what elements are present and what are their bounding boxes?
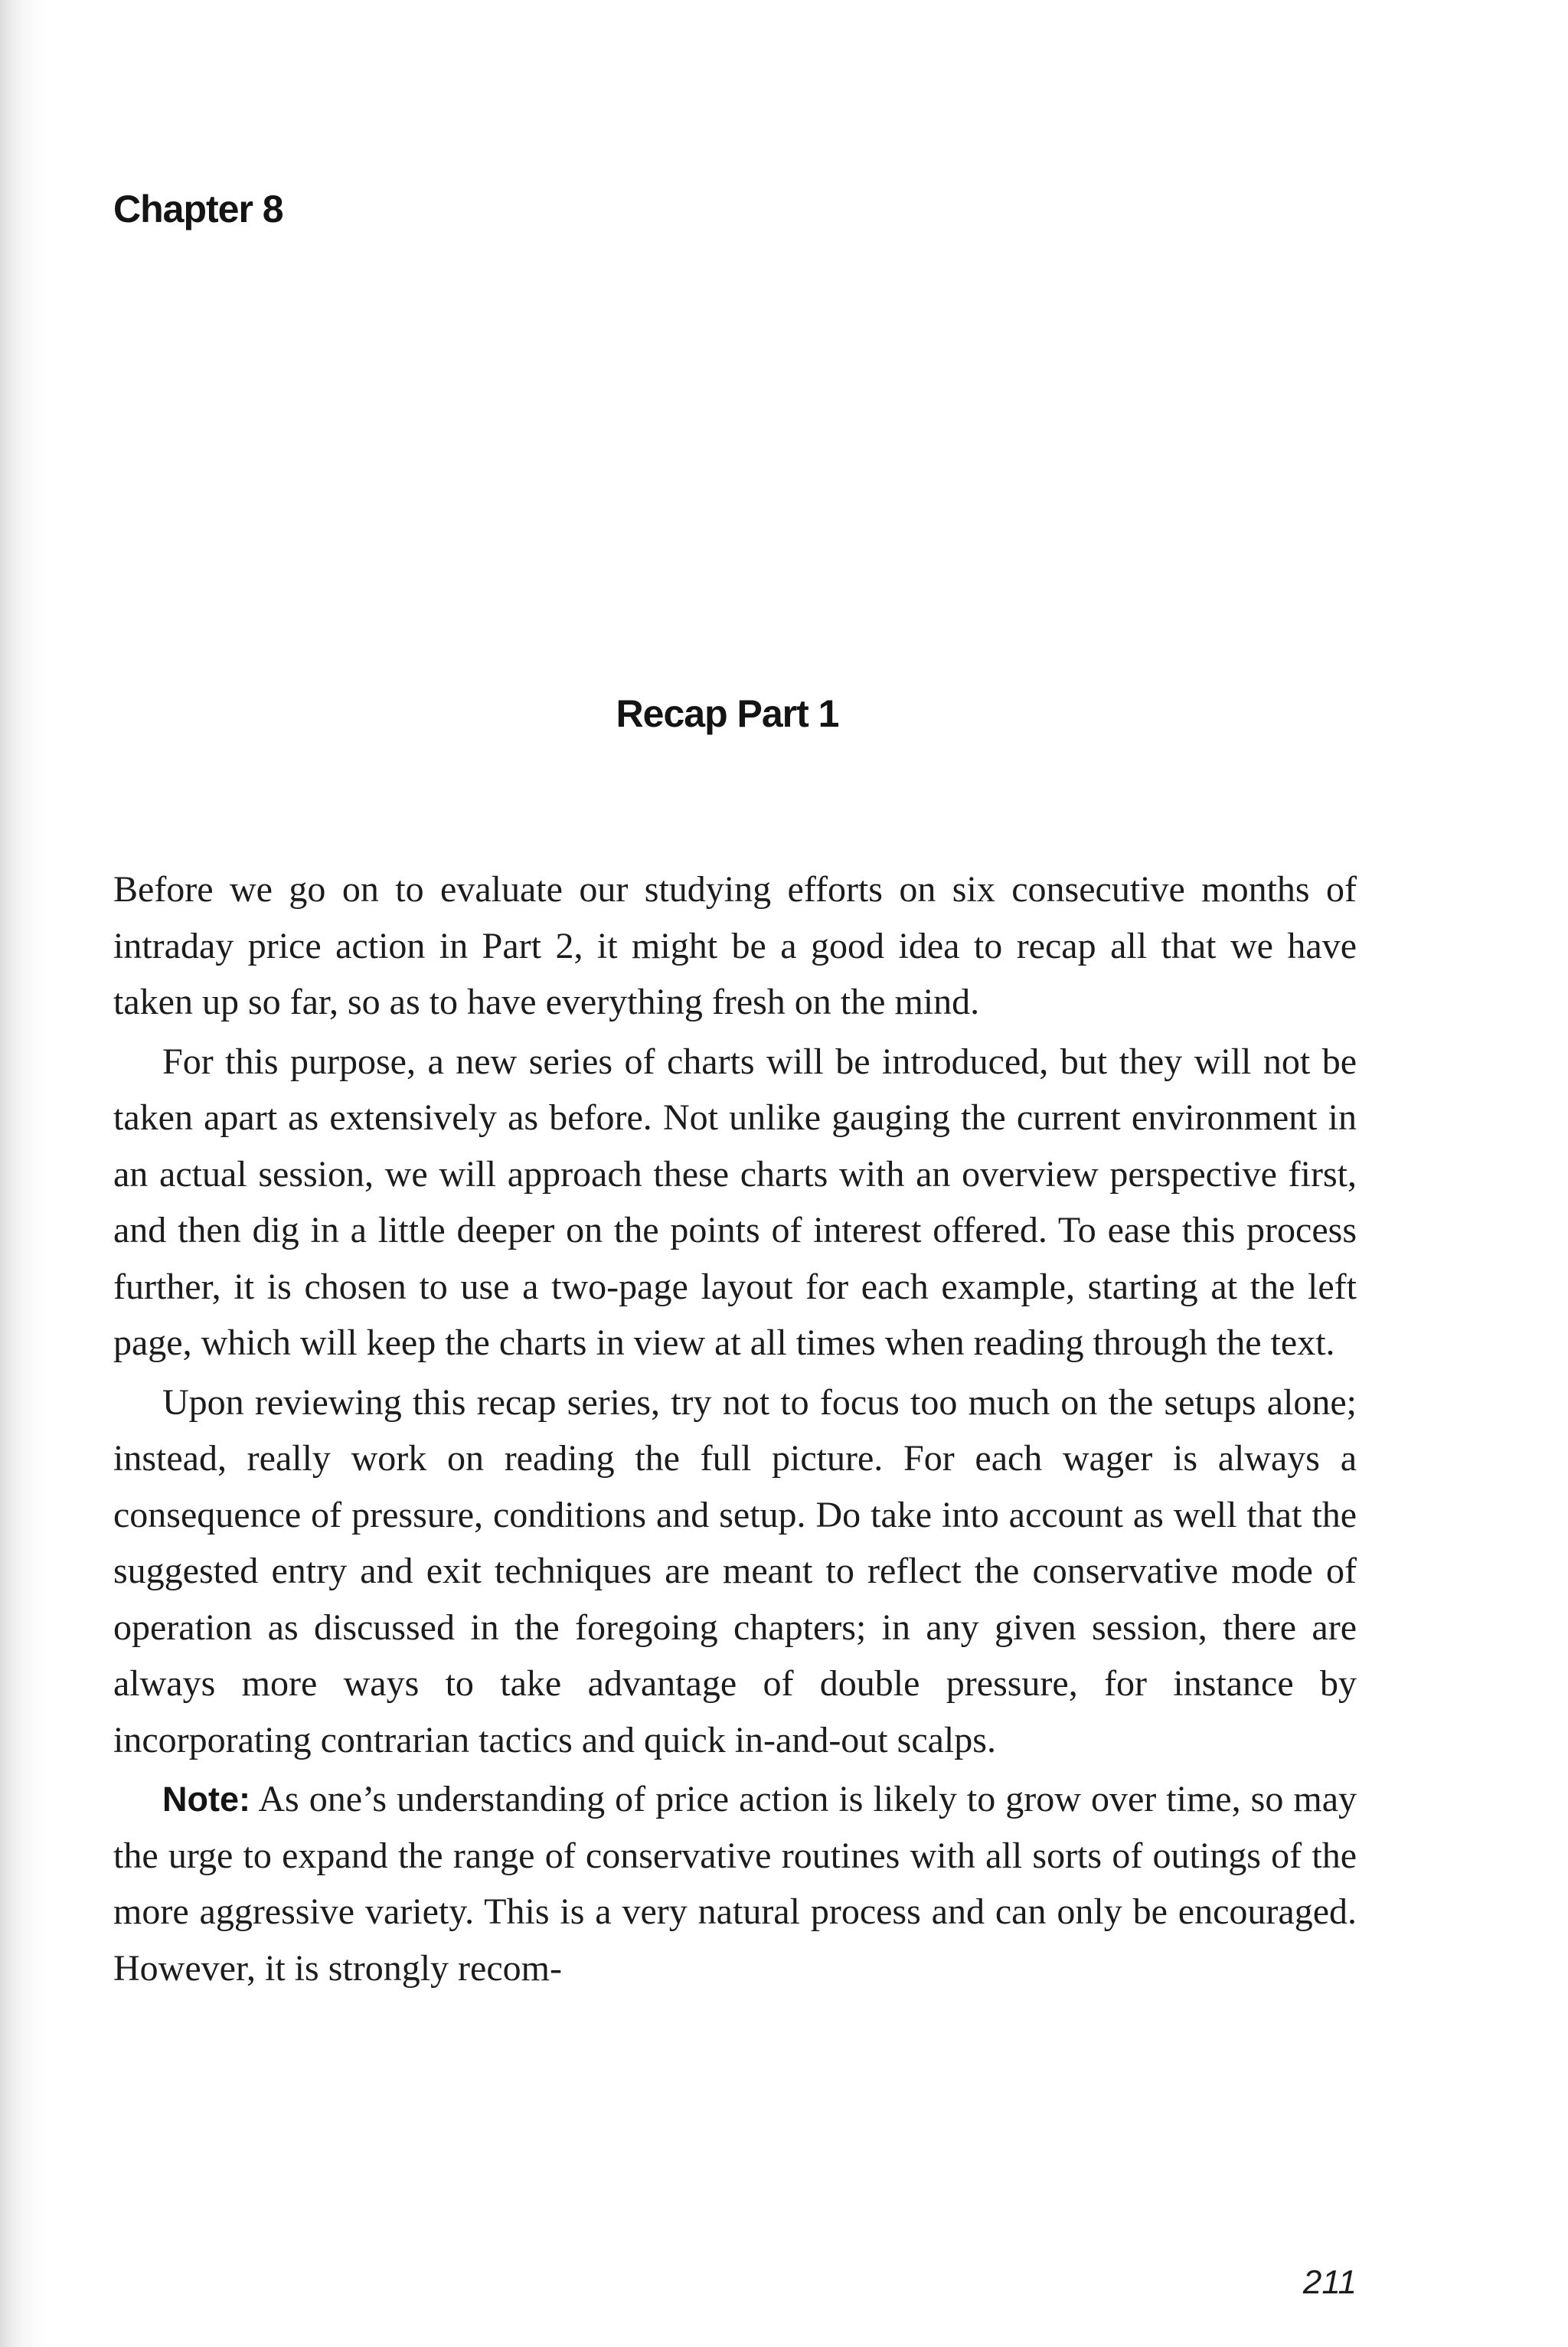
paragraph-review: Upon reviewing this recap series, try not to focus too much on the setups alone; instead, really work on reading the full picture. For each wager is always a consequence of pressure, conditions and setup. Do take into account as well that the suggested entry and exit techniques are meant to reflect the conservative mode of operation as discussed in the foregoing chapters; in any given session, there are always more ways to take advantage of double pressure, for instance by incorporating contrarian tactics and quick in-and-out scalps. <box>113 1381 1357 1760</box>
page-number: 211 <box>1302 2264 1357 2301</box>
paragraph-note <box>113 1771 1357 1996</box>
paragraph-charts: For this purpose, a new series of charts will be introduced, but they will not be taken apart as extensively as before. Not unlike gauging the current environment in an actual session, we will approach these charts with an overview perspective first, and then dig in a little deeper on the points of interest offered. To ease this process further, it is chosen to use a two-page layout for each example, starting at the left page, which will keep the charts in view at all times when reading through the text. <box>113 1041 1357 1363</box>
section-title: Recap Part 1 <box>616 692 839 735</box>
note-label: Note: <box>162 1780 250 1819</box>
note-text: As one’s understanding of price action is likely to grow over time, so may the urge to expand the range of conservative routines with all sorts of outings of the more aggressive variety. This is a very natural process and can only be encouraged. However, it is strongly recom- <box>113 1779 1357 1989</box>
paragraph-intro: Before we go on to evaluate our studying efforts on six consecutive months of intraday price action in Part 2, it might be a good idea to recap all that we have taken up so far, so as to have everything fresh on the mind. <box>113 869 1357 1022</box>
body-text <box>113 861 1357 1996</box>
chapter-label: Chapter 8 <box>113 188 283 230</box>
